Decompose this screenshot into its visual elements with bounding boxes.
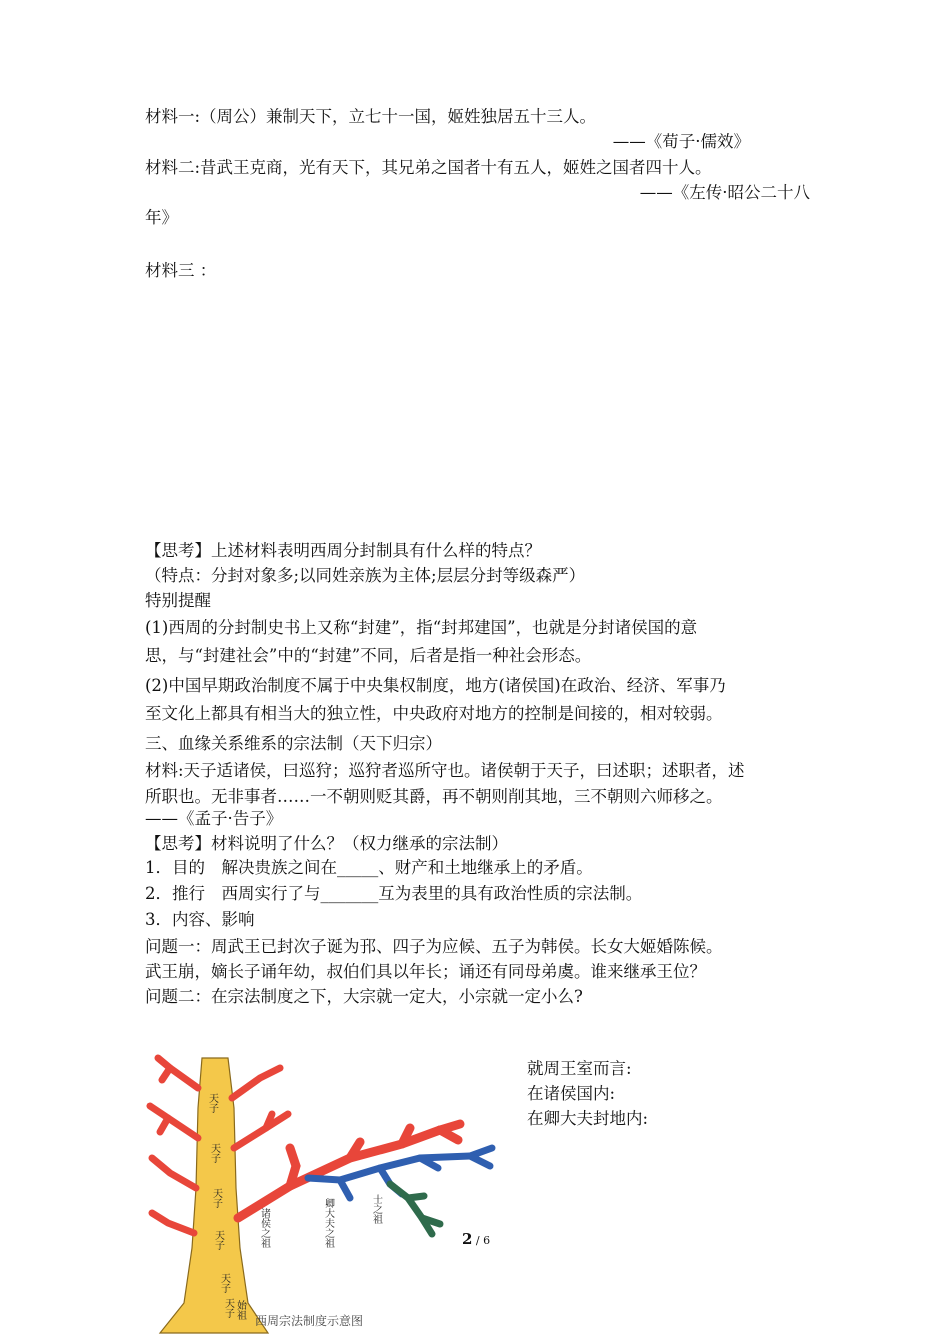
shi-branch xyxy=(390,1184,440,1234)
side-note-vassal: 在诸侯国内: xyxy=(527,1084,616,1103)
zongfa-tree-diagram xyxy=(140,1048,520,1338)
branch-label-shi: 士之祖 xyxy=(370,1194,382,1224)
material-2-source-cont: 年》 xyxy=(145,208,178,227)
side-note-royal: 就周王室而言: xyxy=(527,1059,632,1078)
tip-2-line-2: 至文化上都具有相当大的独立性，中央政府对地方的控制是间接的，相对较弱。 xyxy=(145,704,723,723)
tip-1-line-2: 思，与“封建社会”中的“封建”不同，后者是指一种社会形态。 xyxy=(145,646,592,665)
material-2: 材料二:昔武王克商，光有天下，其兄弟之国者十有五人，姬姓之国者四十人。 xyxy=(145,158,712,177)
material-3: 材料三 ： xyxy=(145,261,217,280)
trunk-label-3: 天子 xyxy=(210,1188,222,1208)
material-mencius-source: ——《孟子·告子》 xyxy=(145,809,283,828)
think-question-1: 【思考】上述材料表明西周分封制具有什么样的特点？ xyxy=(145,541,541,560)
trunk-base-label: 始祖 xyxy=(234,1300,246,1320)
trunk-label-1: 天子 xyxy=(206,1093,218,1113)
page-number: 2 / 6 xyxy=(462,1230,491,1248)
tip-2-line-1: (2)中国早期政治制度不属于中央集权制度，地方(诸侯国)在政治、经济、军事乃 xyxy=(145,676,726,695)
question-1-line-1: 问题一：周武王已封次子诞为邘、四子为应候、五子为韩侯。长女大姬婚陈候。 xyxy=(145,937,723,956)
point-1-purpose: 1．目的 解决贵族之间在_____、财产和土地继承上的矛盾。 xyxy=(145,858,593,877)
zhuhou-branch xyxy=(238,1124,460,1218)
tip-1-line-1: (1)西周的分封制史书上又称“封建”，指“封邦建国”，也就是分封诸侯国的意 xyxy=(145,618,698,637)
tree-caption: 西周宗法制度示意图 xyxy=(255,1314,364,1328)
think-question-2: 【思考】材料说明了什么？（权力继承的宗法制） xyxy=(145,834,508,853)
trunk-label-6: 天子 xyxy=(222,1298,234,1318)
section-3-heading: 三、血缘关系维系的宗法制（天下归宗） xyxy=(145,734,442,753)
material-1: 材料一:（周公）兼制天下，立七十一国，姬姓独居五十三人。 xyxy=(145,107,597,126)
material-1-source: ——《荀子·儒效》 xyxy=(612,132,750,151)
feature-answer: （特点：分封对象多;以同姓亲族为主体;层层分封等级森严） xyxy=(145,566,586,585)
page-current: 2 xyxy=(462,1230,473,1248)
side-note-minister: 在卿大夫封地内: xyxy=(527,1109,649,1128)
special-tip-heading: 特别提醒 xyxy=(145,591,211,610)
material-mencius-1: 材料:天子适诸侯，曰巡狩；巡狩者巡所守也。诸侯朝于天子，曰述职；述职者，述 xyxy=(145,761,745,780)
zongfa-tree-svg xyxy=(140,1048,520,1338)
branch-label-zhuhou: 诸侯之祖 xyxy=(258,1208,270,1248)
branch-label-qing: 卿大夫之祖 xyxy=(322,1198,334,1248)
page-total: 6 xyxy=(483,1234,491,1247)
point-3-content: 3．内容、影响 xyxy=(145,910,255,929)
question-1-line-2: 武王崩，嫡长子诵年幼，叔伯们具以年长；诵还有同母弟虞。谁来继承王位？ xyxy=(145,962,706,981)
trunk-label-2: 天子 xyxy=(208,1143,220,1163)
material-2-source: ——《左传·昭公二十八 xyxy=(639,183,810,202)
trunk-label-4: 天子 xyxy=(212,1230,224,1250)
question-2: 问题二：在宗法制度之下，大宗就一定大，小宗就一定小么? xyxy=(145,987,583,1006)
trunk-label-5: 天子 xyxy=(218,1273,230,1293)
point-2-practice: 2．推行 西周实行了与_______互为表里的具有政治性质的宗法制。 xyxy=(145,884,643,903)
material-mencius-2: 所职也。无非事者……一不朝则贬其爵，再不朝则削其地，三不朝则六师移之。 xyxy=(145,787,723,806)
